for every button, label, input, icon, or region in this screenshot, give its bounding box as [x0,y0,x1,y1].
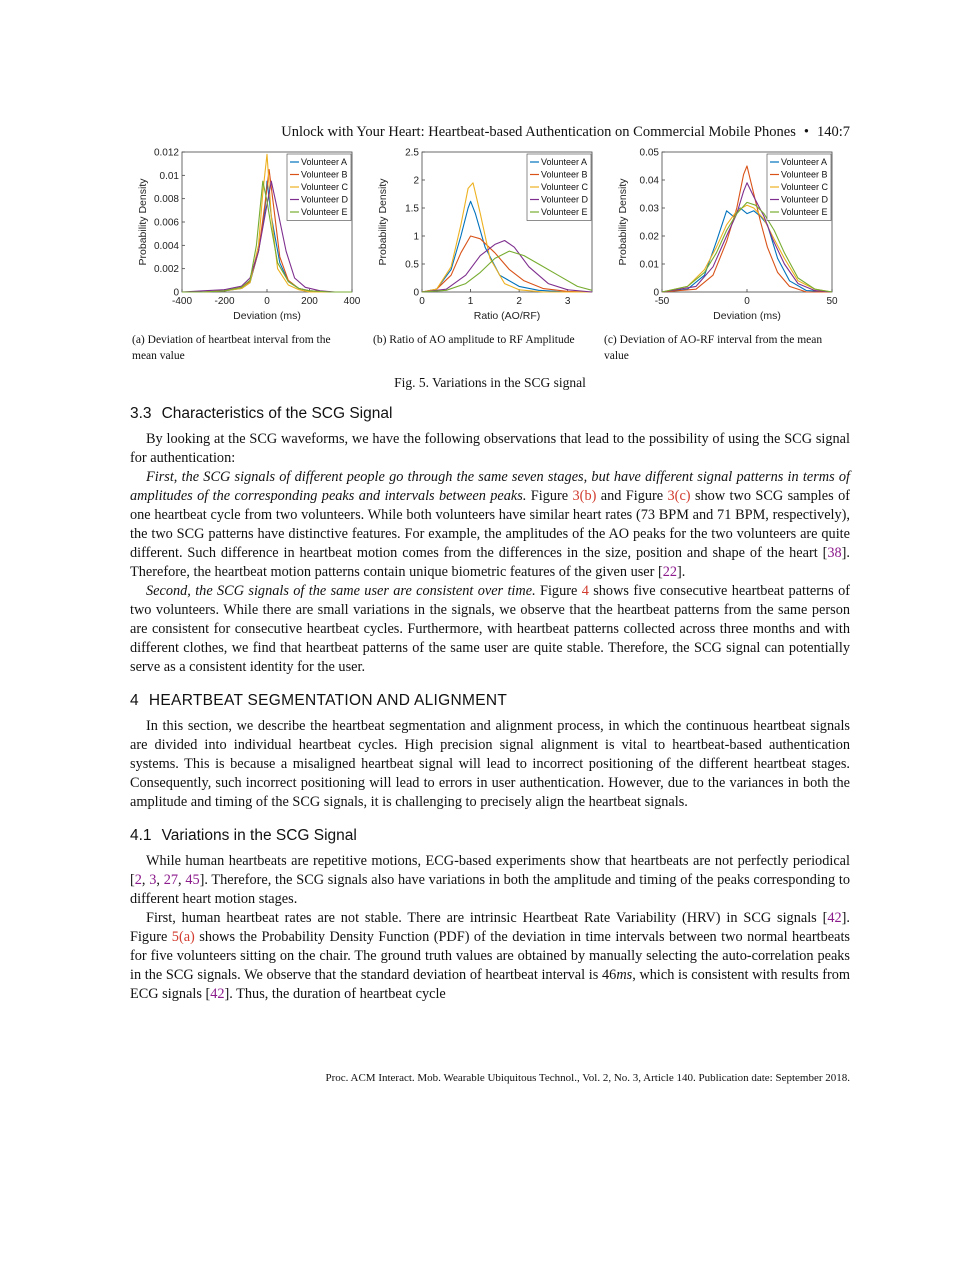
subcaption-b [373,332,605,348]
y-tick-label: 0 [413,287,419,299]
y-tick-label: 1.5 [405,203,419,215]
x-tick-label: 1 [467,296,474,307]
text-run: ]. Thus, the duration of heartbeat cycle [224,986,446,1002]
x-axis-label: Deviation (ms) [233,310,301,322]
y-tick-label: 0.01 [159,170,179,182]
text-run: Figure [535,583,582,599]
x-tick-label: -400 [171,296,193,307]
paragraph [130,909,850,1004]
figure-caption: Fig. 5. Variations in the SCG signal [394,375,586,390]
text-run: First, human heartbeat rates are not stable. There are intrinsic Heartbeat Rate Variability (HRV) in SCG signals [ [146,910,828,926]
citation-link[interactable]: 45 [185,872,200,888]
text-run: ]. Figure [130,910,850,945]
legend-label: Volunteer E [541,207,588,217]
text-run: and Figure [596,488,668,504]
chart-b [370,146,610,326]
subcaption-c [604,332,850,364]
chart-c [610,146,850,326]
section-title: Variations in the SCG Signal [161,827,357,844]
figure-link[interactable]: 5(a) [171,929,195,945]
y-tick-label: 0.01 [639,259,659,271]
subcaption-a-line2: mean value [132,350,185,362]
y-tick-label: 0.05 [639,147,659,159]
legend-label: Volunteer E [781,207,828,217]
paragraph [130,582,850,677]
y-axis-label: Probability Density [137,178,149,266]
citation-link[interactable]: 22 [662,564,678,580]
header-separator: • [803,124,809,140]
y-tick-label: 0.012 [153,147,179,159]
subcaption-a-line1: (a) Deviation of heartbeat interval from the [132,334,331,346]
y-tick-label: 0.02 [639,231,659,243]
paragraph: In this section, we describe the heartbeat segmentation and alignment process, in which the continuous heartbeat signals are divided into individual heartbeat cycles. High precision signal alignment is vital to heartbeat-based authentication systems. This is because a misaligned heartbeat signal will lead to incorrect positioning of the different heartbeat stages. Consequently, such incorrect positioning will lead to errors in user authentication. However, due to the variances in both the amplitude and timing of the SCG signals, it is challenging to precisely align the heartbeat signals. [130,718,850,810]
x-tick-label: 0 [419,296,425,307]
section-4-heading [130,691,850,711]
x-tick-label: -200 [214,296,235,307]
legend-label: Volunteer E [301,207,348,217]
section-3-3-heading [130,404,850,424]
text-run: , which is consistent with results from ECG signals [ [130,967,850,1002]
y-tick-label: 2.5 [405,147,419,159]
section-number: 3.3 [130,405,152,422]
header-title: Unlock with Your Heart: Heartbeat-based Authentication on Commercial Mobile Phones [281,124,796,140]
legend-label: Volunteer B [301,169,348,180]
y-tick-label: 0.04 [639,175,659,187]
text-run: Figure [526,488,573,504]
figure-link[interactable]: 4 [581,583,589,599]
body-text [130,404,850,1004]
paragraph [130,468,850,582]
emphasis: Second, the SCG signals of the same user are consistent over time. [146,583,536,599]
page-footer: Proc. ACM Interact. Mob. Wearable Ubiquitous Technol., Vol. 2, No. 3, Article 140. Publication date: September 2018. [325,1072,850,1084]
section-title: HEARTBEAT SEGMENTATION AND ALIGNMENT [148,692,508,709]
subcaption-c-line1: (c) Deviation of AO-RF interval from the mean [604,334,823,346]
y-tick-label: 0.008 [153,194,179,206]
x-tick-label: 3 [564,296,571,307]
chart-a [130,146,370,326]
y-tick-label: 0.03 [639,203,659,215]
page-number: 140:7 [816,124,850,140]
text-run: ]. Therefore, the SCG signals also have variations in both the amplitude and timing of the peaks corresponding to different heart motion stages. [130,872,851,907]
x-tick-label: 0 [744,296,750,307]
x-tick-label: 2 [516,296,522,307]
section-title: Characteristics of the SCG Signal [161,405,393,422]
subcaption-a [132,332,372,364]
legend-label: Volunteer A [301,157,348,167]
citation-link[interactable]: 42 [827,910,842,926]
legend-label: Volunteer B [781,169,828,180]
emphasis: First, the SCG signals of different people go through the same seven stages, but have different signal patterns in terms of amplitudes of the corresponding peaks and intervals between peaks. [130,469,850,504]
y-tick-label: 0 [173,287,179,299]
y-tick-label: 0.5 [405,259,419,271]
subcaptions [130,332,850,368]
legend-label: Volunteer B [541,169,588,180]
legend-label: Volunteer D [541,194,589,205]
legend-label: Volunteer C [781,182,829,192]
x-tick-label: 200 [301,296,318,307]
text-run: shows five consecutive heartbeat patterns of two volunteers. While there are small variations in the signals, we observe that the heartbeat patterns from the same person are consistent for consecutive heartbeat cycles. Furthermore, with heartbeat patterns collected across three months and with different clothes, we find that heartbeat patterns of the same user are quite stable. Therefore, the SCG signal can potentially serve as a consistent identity for the user. [130,583,850,675]
x-axis-label: Deviation (ms) [713,310,781,322]
section-number: 4.1 [130,827,152,844]
figure-link[interactable]: 3(c) [667,488,691,504]
paragraph: By looking at the SCG waveforms, we have the following observations that lead to the possibility of using the SCG signal for authentication: [130,431,850,466]
chart-panel-a [130,146,370,326]
y-axis-label: Probability Density [377,178,389,266]
text-run: shows the Probability Density Function (PDF) of the deviation in time intervals between two normal heartbeats for five volunteers sitting on the chair. The ground truth values are obtained by manually selecting the auto-correlation peaks in the SCG signals. We observe that the standard deviation of heartbeat interval is 46 [130,929,850,983]
y-tick-label: 0.004 [153,240,179,252]
legend-label: Volunteer D [781,194,829,205]
text-run: While human heartbeats are repetitive motions, ECG-based experiments show that heartbeats are not perfectly periodical [ [130,853,850,888]
x-tick-label: -50 [654,296,670,307]
y-tick-label: 0.002 [153,264,179,276]
chart-panel-c [610,146,850,326]
text-run: ]. Therefore, the heartbeat motion patterns contain unique biometric features of the given user [ [130,545,850,580]
legend-label: Volunteer D [301,194,349,205]
citation-link[interactable]: 38 [827,545,842,561]
y-tick-label: 1 [413,231,419,243]
section-4-1-heading [130,826,850,846]
running-header [130,124,850,144]
y-tick-label: 2 [413,175,419,187]
x-tick-label: 50 [826,296,838,307]
figure-link[interactable]: 3(b) [572,488,597,504]
y-tick-label: 0 [653,287,659,299]
emphasis: ms [616,967,633,983]
x-tick-label: 400 [343,296,361,307]
text-run: ]. [677,564,686,580]
text-run: show two SCG samples of one heartbeat cycle from two volunteers. While both volunteers have similar heart rates (73 BPM and 71 BPM, respectively), the two SCG patterns have distinctive features. For example, the amplitudes of the AO peaks for the two volunteers are quite different. Such difference in heartbeat motion comes from the differences in the size, position and shape of the heart [ [130,488,850,561]
y-axis-label: Probability Density [617,178,629,266]
chart-panel-b [370,146,610,326]
figure-5 [130,146,850,326]
x-tick-label: 0 [264,296,270,307]
paragraph: While human heartbeats are repetitive motions, ECG-based experiments show that heartbeats are not perfectly periodical [2, 3, 27, 45]. Therefore, the SCG signals also have variations in both the amplitude and timing of the peaks corresponding to different heart motion stages. [130,853,851,907]
subcaption-b-line1: (b) Ratio of AO amplitude to RF Amplitude [373,334,575,346]
subcaption-c-line2: value [604,350,629,362]
legend-label: Volunteer C [301,182,349,192]
citation-link[interactable]: 2 [134,872,142,888]
x-axis-label: Ratio (AO/RF) [473,310,541,322]
legend-label: Volunteer A [541,157,588,167]
citation-link[interactable]: 27 [163,872,178,888]
citation-link[interactable]: 3 [149,872,157,888]
citation-link[interactable]: 42 [210,986,225,1002]
section-number: 4 [130,692,139,709]
legend-label: Volunteer A [781,157,828,167]
legend-label: Volunteer C [541,182,589,192]
y-tick-label: 0.006 [153,217,179,229]
